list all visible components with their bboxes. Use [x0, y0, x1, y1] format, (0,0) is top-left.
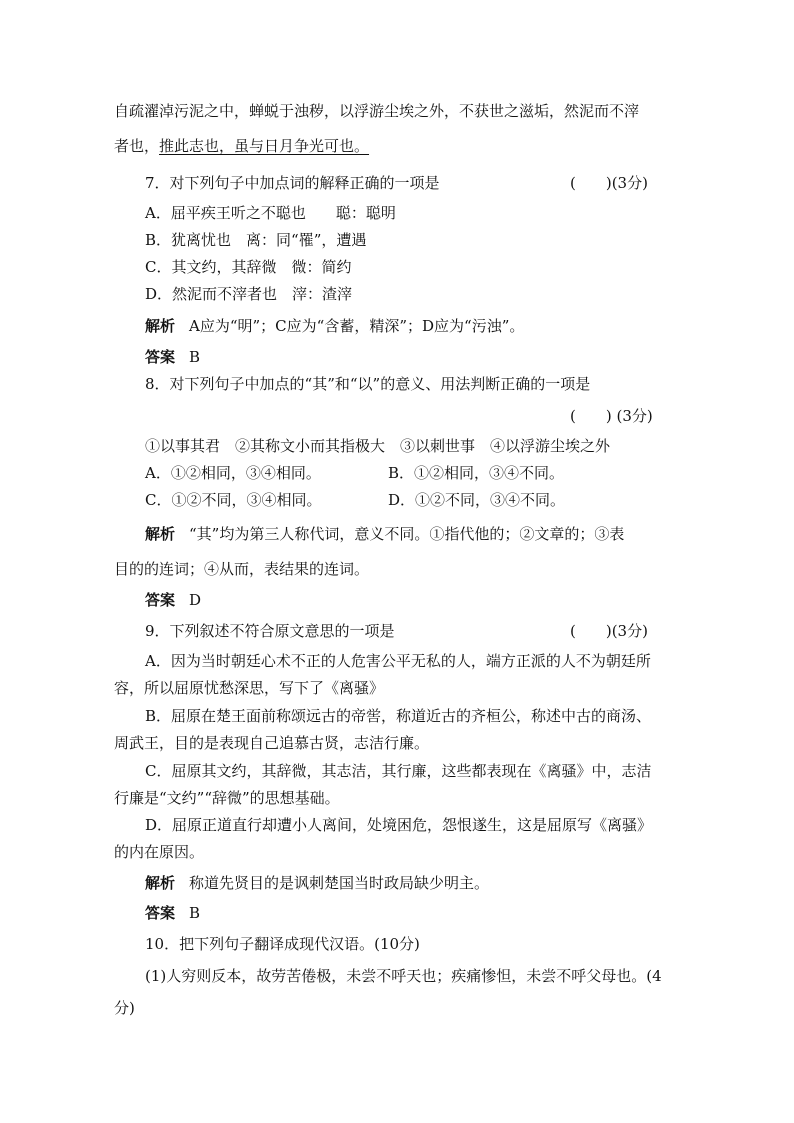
- q9-answer-label: 答案: [145, 904, 176, 922]
- q9-option-a-line-2: 容，所以屈原忧愁深思，写下了《离骚》: [114, 679, 385, 697]
- q9-analysis: [145, 873, 489, 893]
- q8-option-c: C．①②不同，③④相同。: [145, 491, 322, 509]
- q8-answer-value: D: [189, 591, 202, 609]
- q9-mark: ( )(3分): [570, 622, 648, 640]
- q7-analysis: [145, 316, 524, 336]
- q9-option-b-line-2: 周武王，目的是表现自己追慕古贤，志洁行廉。: [114, 734, 430, 752]
- q8-analysis-line-2: 目的的连词；④从而，表结果的连词。: [114, 560, 370, 578]
- q7-stem: 7．对下列句子中加点词的解释正确的一项是: [145, 174, 440, 192]
- q9-option-a-line-1: A．因为当时朝廷心术不正的人危害公平无私的人，端方正派的人不为朝廷所: [145, 652, 651, 670]
- q9-analysis-label: 解析: [145, 874, 176, 892]
- q9-option-d-line-2: 的内在原因。: [114, 843, 205, 861]
- q8-analysis-text: “其”均为第三人称代词，意义不同。①指代他的；②文章的；③表: [189, 525, 625, 543]
- q10-sub1-line-1: (1)人穷则反本，故劳苦倦极，未尝不呼天也；疾痛惨怛，未尝不呼父母也。(4: [145, 967, 662, 985]
- q7-answer-label: 答案: [145, 348, 176, 366]
- passage-line-2: [114, 136, 369, 156]
- q9-stem: 9．下列叙述不符合原文意思的一项是: [145, 622, 395, 640]
- q7-analysis-label: 解析: [145, 317, 176, 335]
- q9-answer-value: B: [189, 904, 201, 922]
- q8-stem: 8．对下列句子中加点的“其”和“以”的意义、用法判断正确的一项是: [145, 375, 591, 393]
- q8-analysis-label: 解析: [145, 525, 176, 543]
- q8-answer: [145, 590, 201, 610]
- q7-option-d: D．然泥而不滓者也 滓：渣滓: [145, 285, 353, 303]
- q9-option-d-line-1: D．屈原正道直行却遭小人离间，处境困危，怨恨遂生，这是屈原写《离骚》: [145, 816, 653, 834]
- q8-option-a: A．①②相同，③④相同。: [145, 464, 321, 482]
- passage-underlined-sentence: 推此志也，虽与日月争光可也。: [159, 137, 370, 155]
- q8-option-d: D．①②不同，③④不同。: [388, 491, 566, 509]
- q7-option-a: A．屈平疾王听之不聪也 聪：聪明: [145, 204, 396, 222]
- passage-line-1: 自疏濯淖污泥之中，蝉蜕于浊秽，以浮游尘埃之外，不获世之滋垢，然泥而不滓: [114, 102, 640, 120]
- q10-stem: 10．把下列句子翻译成现代汉语。(10分): [145, 935, 420, 953]
- q8-mark: ( ) (3分): [570, 407, 653, 425]
- q8-items: ①以事其君 ②其称文小而其指极大 ③以刺世事 ④以浮游尘埃之外: [145, 437, 611, 455]
- q9-option-c-line-1: C．屈原其文约，其辞微，其志洁，其行廉，这些都表现在《离骚》中，志洁: [145, 762, 652, 780]
- q10-sub1-line-2: 分): [114, 999, 135, 1017]
- q9-analysis-text: 称道先贤目的是讽刺楚国当时政局缺少明主。: [189, 874, 490, 892]
- q7-option-b: B．犹离忧也 离：同“罹”，遭遇: [145, 231, 367, 249]
- q9-answer: [145, 903, 200, 923]
- passage-line-2-plain: 者也，: [114, 137, 160, 155]
- q7-mark: ( )(3分): [570, 174, 648, 192]
- q8-analysis-line-1: [145, 524, 624, 544]
- q9-option-b-line-1: B．屈原在楚王面前称颂远古的帝喾，称道近古的齐桓公，称述中古的商汤、: [145, 707, 652, 725]
- q7-analysis-text: A应为“明”；C应为“含蓄，精深”；D应为“污浊”。: [189, 317, 525, 335]
- q7-option-c: C．其文约，其辞微 微：简约: [145, 258, 352, 276]
- q7-answer: [145, 347, 200, 367]
- q9-option-c-line-2: 行廉是“文约”“辞微”的思想基础。: [114, 789, 340, 807]
- q7-answer-value: B: [189, 348, 201, 366]
- q8-answer-label: 答案: [145, 591, 176, 609]
- q8-option-b: B．①②相同，③④不同。: [388, 464, 565, 482]
